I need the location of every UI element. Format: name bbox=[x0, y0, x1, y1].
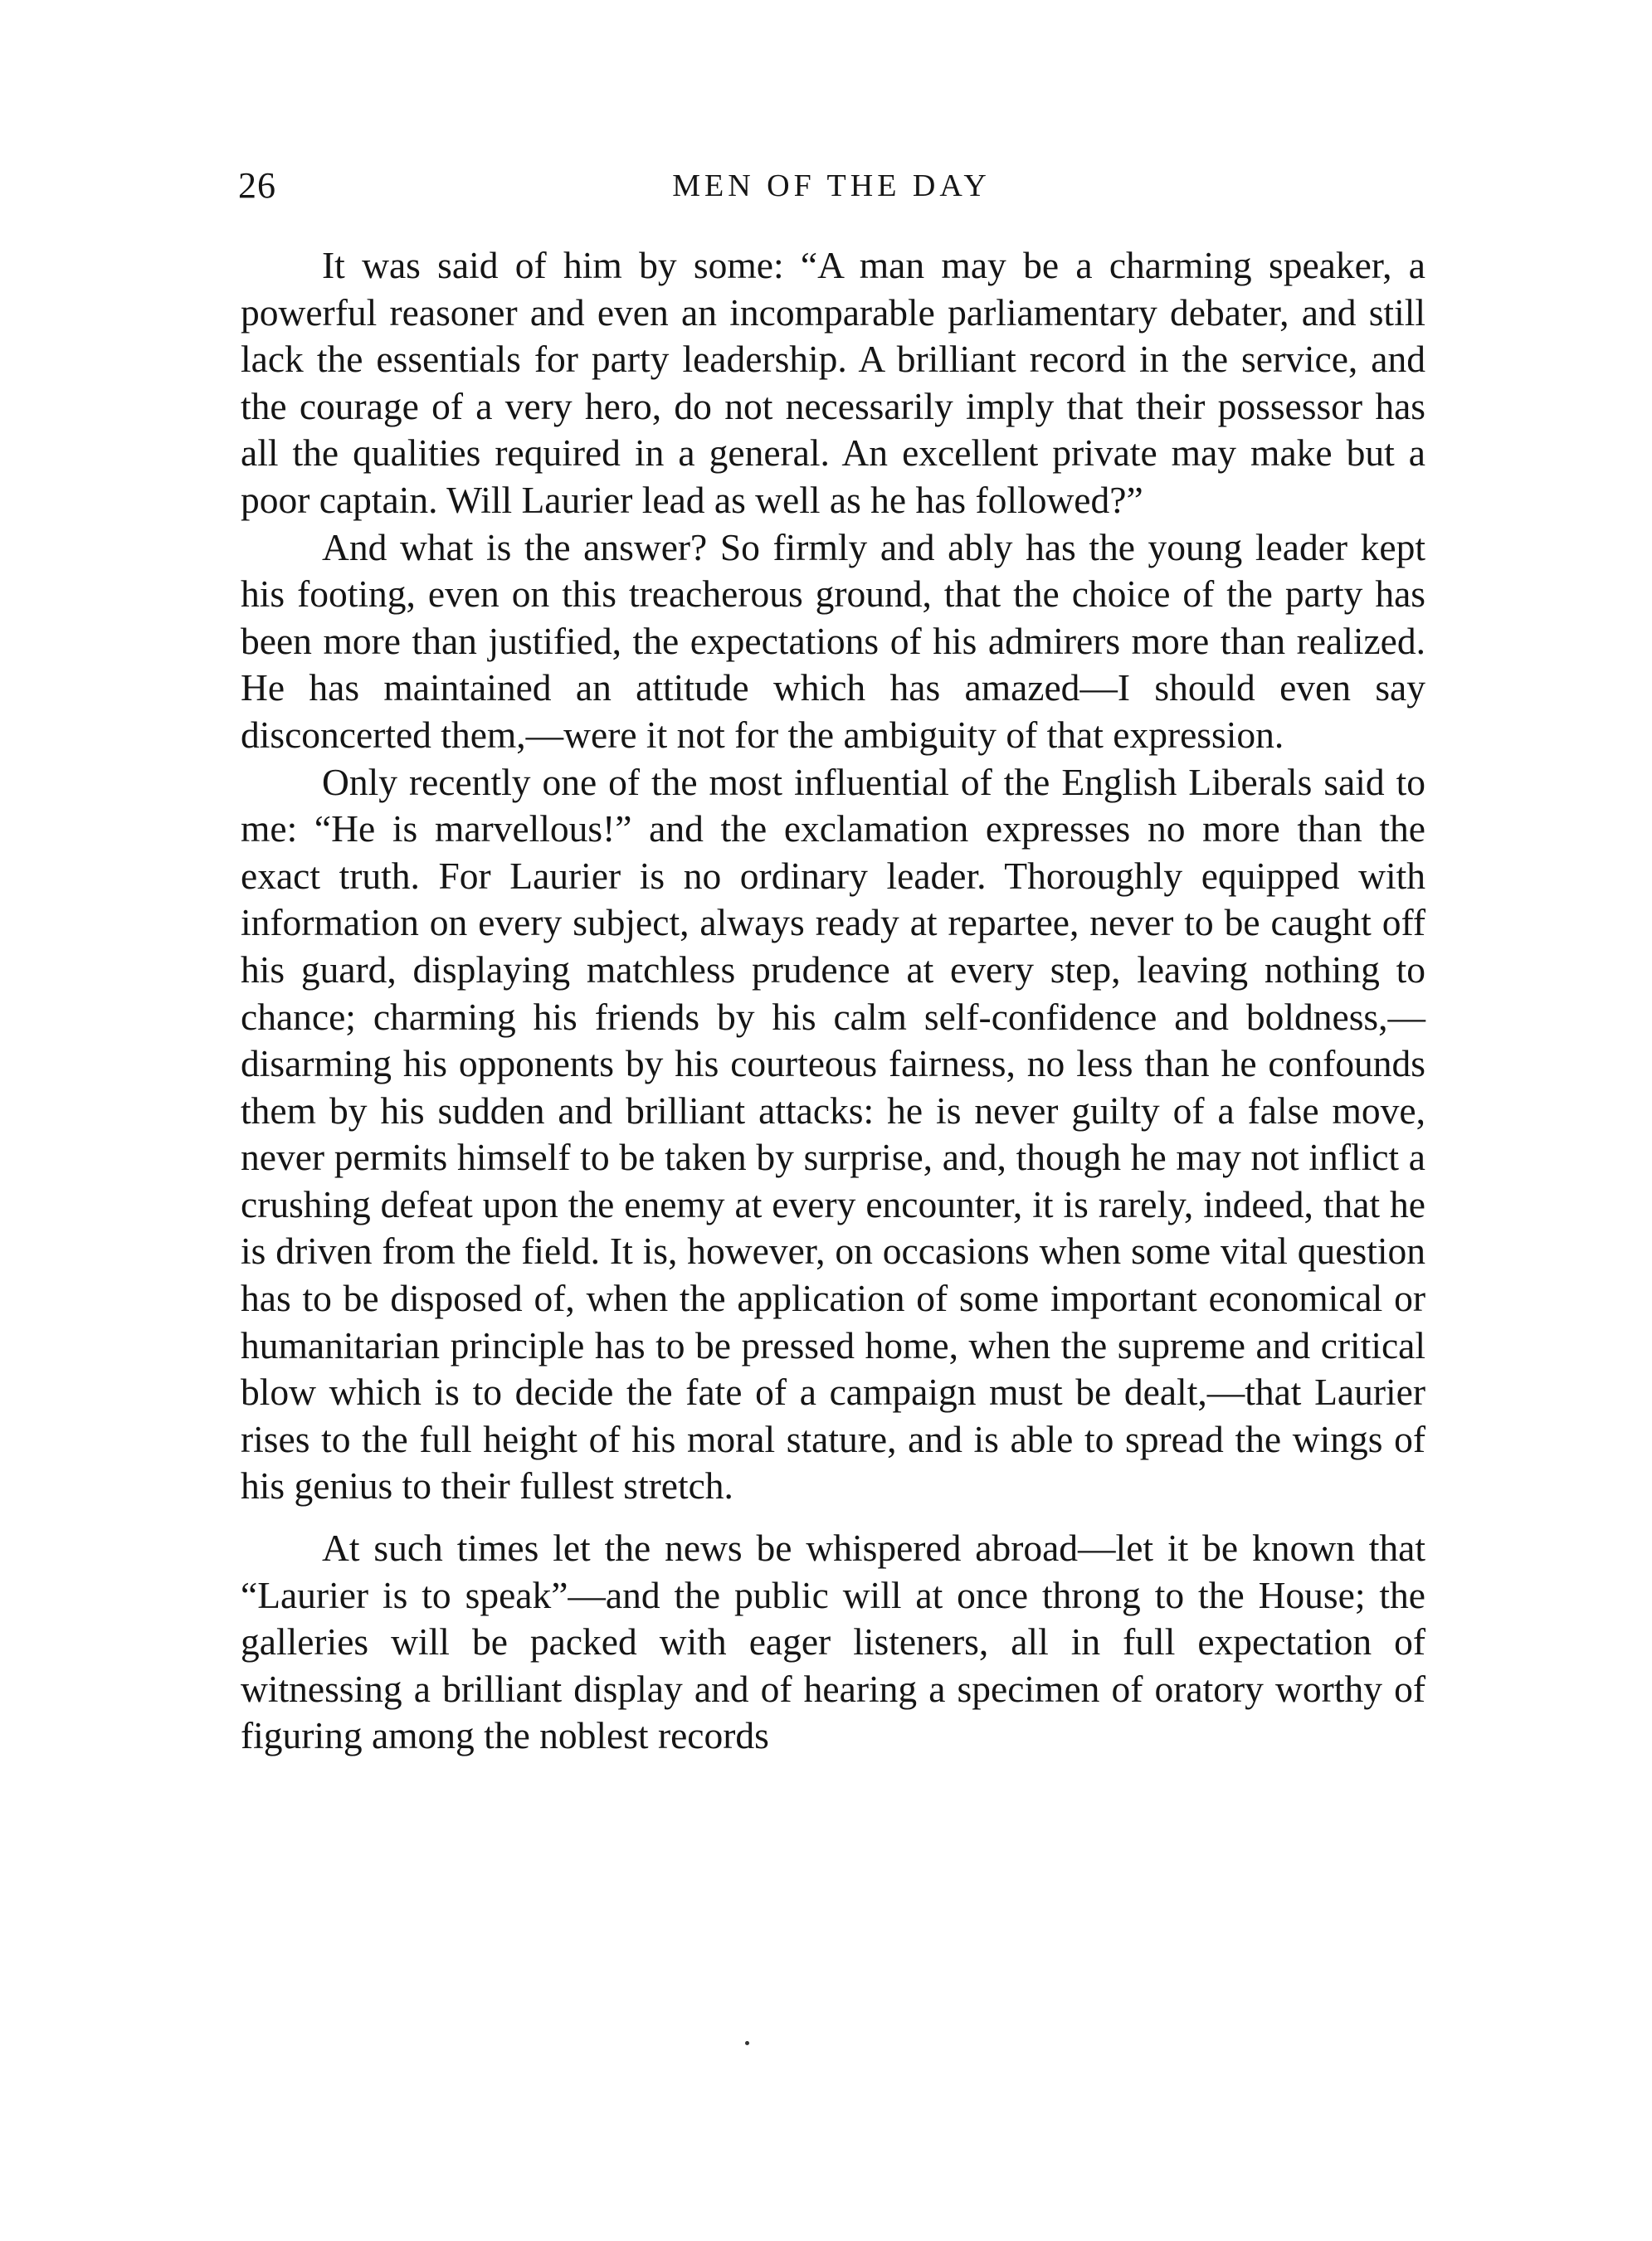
paragraph-2: And what is the answer? So firmly and ably has the young leader kept his footing, even on this treacherous ground, that the choice of the party has been more than justified, the expectations of his admirers more than realized. He has maintained an attitude which has amazed—I should even say disconcerted them,—were it not for the ambiguity of that expression. bbox=[241, 525, 1425, 756]
ink-speck bbox=[745, 2041, 749, 2045]
paragraph-1: It was said of him by some: “A man may be a charming speaker, a powerful reasoner and even an incomparable parliamentary debater, and still lack the essentials for party leadership. A brilliant record in the service, and the courage of a very hero, do not necessarily imply that their possessor has all the qualities required in a general. An excellent private may make but a poor captain. Will Laurier lead as well as he has followed?” bbox=[241, 244, 1425, 521]
running-head: MEN OF THE DAY bbox=[672, 168, 991, 203]
page-header bbox=[238, 158, 1425, 216]
page-number: 26 bbox=[238, 165, 276, 206]
paragraph-4: At such times let the news be whispered abroad—let it be known that “Laurier is to speak”—and the public will at once throng to the House; the galleries will be packed with eager listeners, all in full expectation of witnessing a brilliant display and of hearing a specimen of oratory worthy of figuring among the noblest records bbox=[241, 1527, 1425, 1757]
paragraph-3: Only recently one of the most influential of the English Liberals said to me: “He is marvellous!” and the exclamation expresses no more than the exact truth. For Laurier is no ordinary leader. Thoroughly equipped with information on every subject, always ready at repartee, never to be caught off his guard, displaying matchless prudence at every step, leaving nothing to chance; charming his friends by his calm self-confidence and boldness,—disarming his opponents by his courteous fairness, no less than he confounds them by his sudden and brilliant attacks: he is never guilty of a false move, never permits himself to be taken by surprise, and, though he may not inflict a crushing defeat upon the enemy at every encounter, it is rarely, indeed, that he is driven from the field. It is, however, on occasions when some vital question has to be disposed of, when the application of some important economical or humanitarian principle has to be pressed home, when the supreme and critical blow which is to decide the fate of a campaign must be dealt,—that Laurier rises to the full height of his moral stature, and is able to spread the wings of his genius to their fullest stretch. bbox=[241, 760, 1425, 1508]
body-text bbox=[241, 242, 1425, 1760]
